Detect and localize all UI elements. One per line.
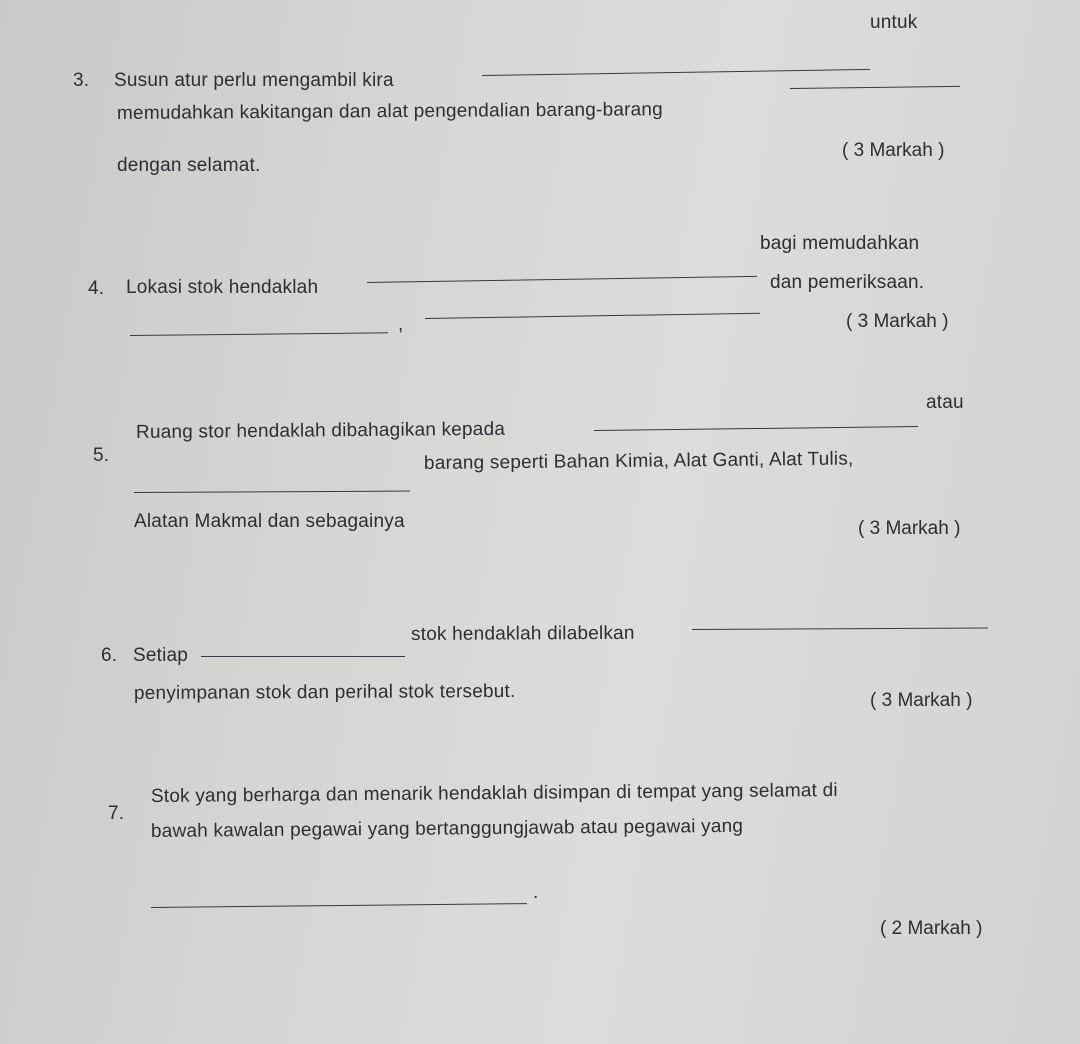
question-text: Ruang stor hendaklah dibahagikan kepada (135, 418, 506, 443)
answer-blank[interactable] (594, 426, 918, 431)
question-text: bagi memudahkan (760, 233, 920, 254)
question-number: 7. (108, 803, 125, 824)
question-text: bawah kawalan pegawai yang bertanggungjawab atau pegawai yang (150, 815, 744, 842)
question-text: Lokasi stok hendaklah (126, 277, 319, 298)
answer-blank[interactable] (482, 69, 870, 76)
question-text: Stok yang berharga dan menarik hendaklah disimpan di tempat yang selamat di (150, 780, 838, 807)
answer-blank[interactable] (130, 332, 388, 336)
answer-blank[interactable] (134, 491, 410, 493)
full-stop: . (533, 882, 539, 903)
question-text: dengan selamat. (117, 155, 261, 176)
answer-blank[interactable] (692, 627, 988, 630)
marks-label: ( 3 Markah ) (870, 690, 973, 711)
answer-blank[interactable] (201, 656, 405, 657)
question-text: barang seperti Bahan Kimia, Alat Ganti, Alat Tulis, (423, 448, 854, 474)
comma: , (398, 314, 404, 335)
answer-blank[interactable] (790, 86, 960, 89)
question-text: Setiap (133, 645, 189, 666)
question-text: untuk (870, 12, 918, 33)
question-text: penyimpanan stok dan perihal stok tersebut. (133, 681, 516, 704)
answer-blank[interactable] (367, 276, 757, 283)
question-text: dan pemeriksaan. (770, 272, 925, 293)
question-text: atau (926, 392, 964, 413)
marks-label: ( 2 Markah ) (880, 918, 983, 939)
answer-blank[interactable] (151, 903, 527, 908)
question-text: memudahkan kakitangan dan alat pengendalian barang-barang (116, 99, 663, 124)
question-number: 5. (93, 445, 110, 466)
question-number: 4. (88, 278, 105, 299)
answer-blank[interactable] (425, 313, 760, 319)
question-number: 6. (101, 645, 118, 666)
marks-label: ( 3 Markah ) (858, 518, 961, 539)
question-number: 3. (73, 70, 90, 91)
question-text: Alatan Makmal dan sebagainya (134, 511, 405, 532)
question-text: Susun atur perlu mengambil kira (114, 70, 394, 91)
question-text: stok hendaklah dilabelkan (410, 622, 635, 645)
marks-label: ( 3 Markah ) (846, 311, 949, 332)
marks-label: ( 3 Markah ) (842, 140, 945, 161)
